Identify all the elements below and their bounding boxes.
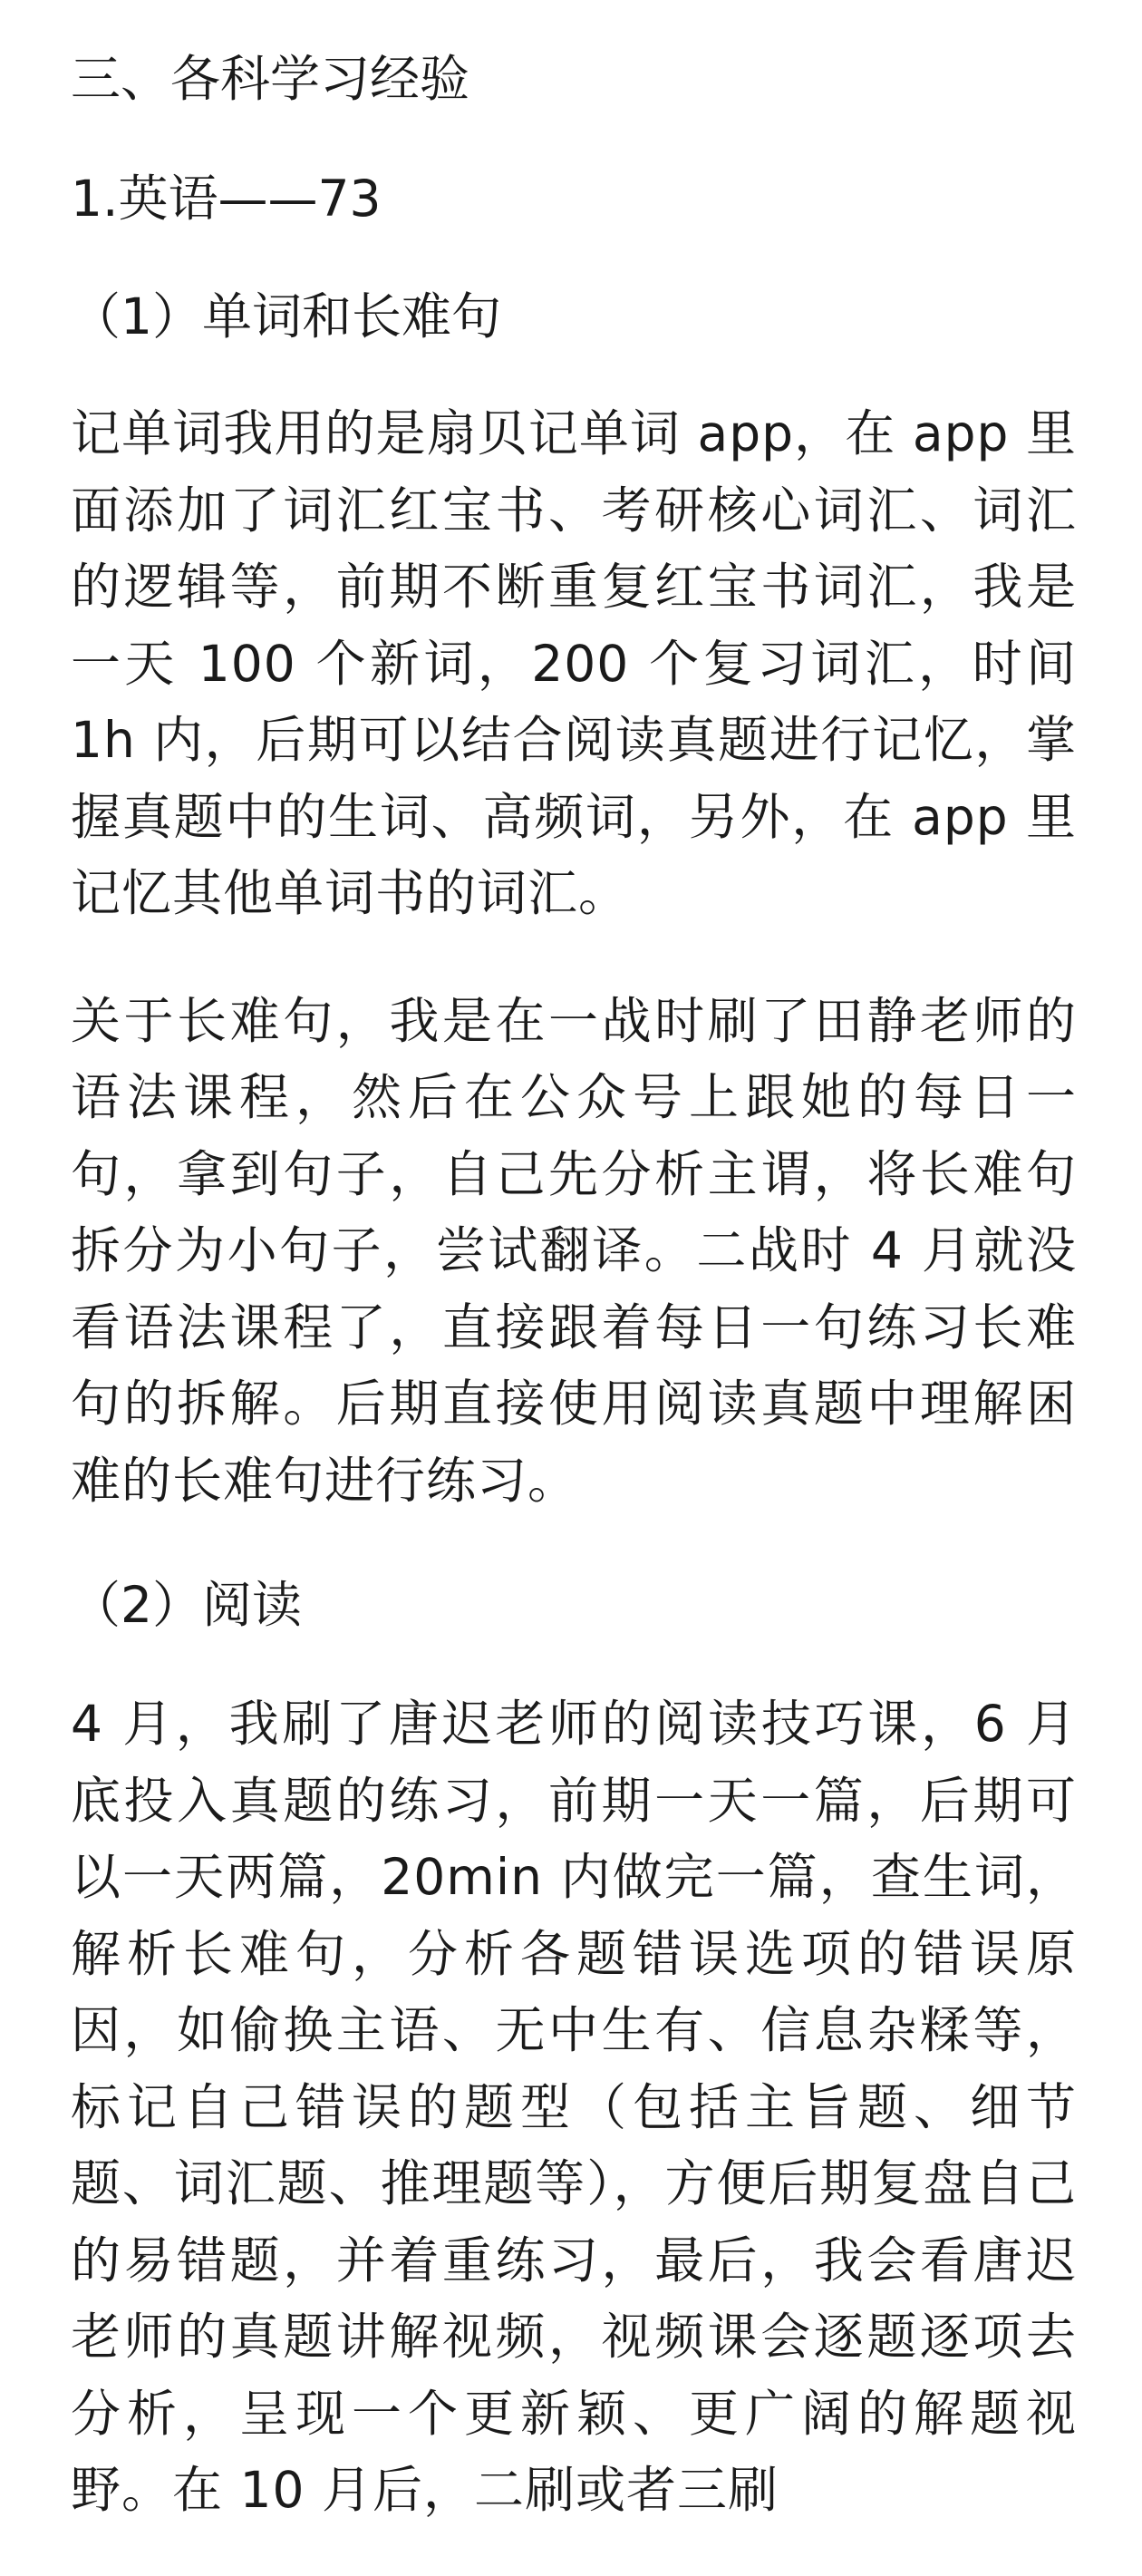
topic-title-reading: （2）阅读 [71,1576,302,1634]
topic-title-vocabulary: （1）单词和长难句 [71,287,501,345]
article-body [71,38,1077,2576]
paragraph-long-sentences: 关于长难句，我是在一战时刷了田静老师的语法课程，然后在公众号上跟她的每日一句，拿到句子，自己先分析主谓，将长难句拆分为小句子，尝试翻译。二战时 4 月就没看语法课程了，直接跟着每日一句练习长难句的拆解。后期直接使用阅读真题中理解困难的长难句进行练习。 [71,991,1077,1510]
paragraph-vocabulary: 记单词我用的是扇贝记单词 app，在 app 里面添加了词汇红宝书、考研核心词汇、词汇的逻辑等，前期不断重复红宝书词汇，我是一天 100 个新词，200 个复习词汇，时间 1h 内，后期可以结合阅读真题进行记忆，掌握真题中的生词、高频词，另外，在 app 里记忆其他单词书的词汇。 [71,404,1077,922]
section-title: 三、各科学习经验 [71,50,470,108]
paragraph-reading: 4 月，我刷了唐迟老师的阅读技巧课，6 月底投入真题的练习，前期一天一篇，后期可以一天两篇，20min 内做完一篇，查生词，解析长难句，分析各题错误选项的错误原因，如偷换主语、无中生有、信息杂糅等，标记自己错误的题型（包括主旨题、细节题、词汇题、推理题等），方便后期复盘自己的易错题，并着重练习，最后，我会看唐迟老师的真题讲解视频，视频课会逐题逐项去分析，呈现一个更新颖、更广阔的解题视野。在 10 月后，二刷或者三刷 [71,1695,1077,2519]
subject-title: 1.英语——73 [71,170,382,228]
